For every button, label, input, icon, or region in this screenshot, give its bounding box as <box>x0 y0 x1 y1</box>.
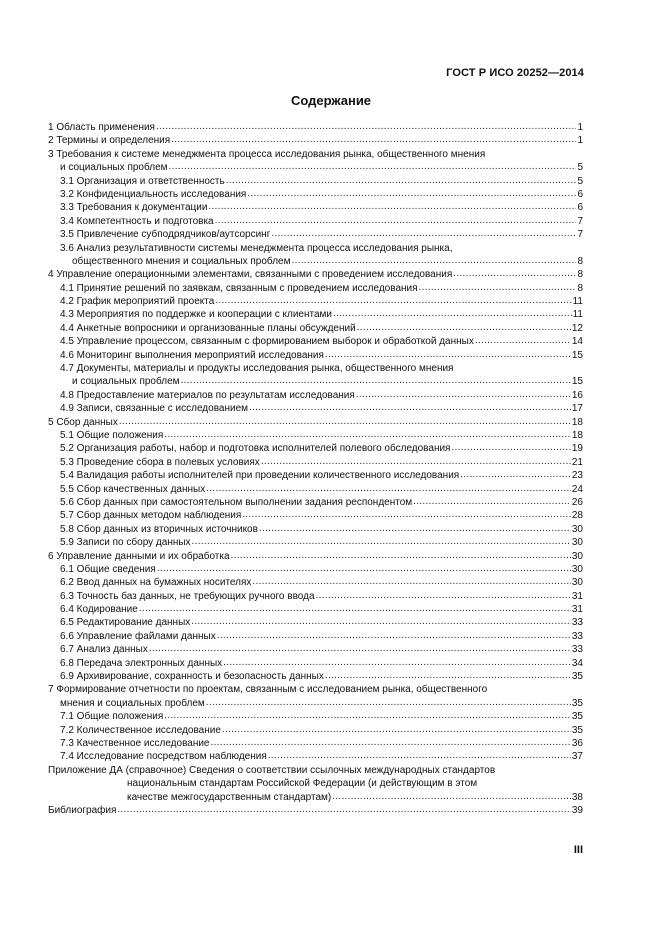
toc-entry-5-1[interactable]: 5.1 Общие положения ..... 18 <box>48 429 583 442</box>
dot-leader <box>325 348 571 361</box>
dot-leader <box>139 602 571 615</box>
toc-page-number: 33 <box>571 617 583 629</box>
toc-page-number: 5 <box>577 162 583 174</box>
toc-entry-3[interactable]: и социальных проблем ..... 5 <box>48 161 583 174</box>
toc-page-number: 39 <box>571 804 583 816</box>
dot-leader <box>259 522 571 535</box>
toc-entry-6-1[interactable]: 6.1 Общие сведения ..... 30 <box>48 563 583 576</box>
toc-page-number: 23 <box>571 470 583 482</box>
toc-entry-5-3[interactable]: 5.3 Проведение сбора в полевых условиях ..... 21 <box>48 456 583 469</box>
dot-leader <box>149 642 571 655</box>
toc-entry-4-3[interactable]: 4.3 Мероприятия по поддержке и кооперации с клиентами ..... 11 <box>48 308 583 321</box>
toc-entry-5[interactable]: 5 Сбор данных ..... 18 <box>48 416 583 429</box>
dot-leader <box>357 321 571 334</box>
dot-leader <box>252 575 570 588</box>
toc-entry-3-5[interactable]: 3.5 Привлечение субподрядчиков/аутсорсинг ..... 7 <box>48 228 583 241</box>
toc-page-number: 16 <box>571 389 583 401</box>
toc-entry-6-4[interactable]: 6.4 Кодирование ..... 31 <box>48 603 583 616</box>
toc-page-number: 5 <box>577 175 583 187</box>
toc-entry-6-9[interactable]: 6.9 Архивирование, сохранность и безопасность данных ..... 35 <box>48 670 583 683</box>
toc-page-number: 30 <box>571 550 583 562</box>
dot-leader <box>451 441 570 454</box>
dot-leader <box>453 267 576 280</box>
toc-page-number: 6 <box>577 188 583 200</box>
toc-page-number: 1 <box>577 122 583 133</box>
toc-page-number: 28 <box>571 510 583 522</box>
toc-page-number: 8 <box>577 269 583 281</box>
dot-leader <box>242 508 571 521</box>
toc-appendix[interactable]: качестве межгосударственным стандартам) ..... 38 <box>48 791 583 804</box>
dot-leader <box>206 696 571 709</box>
dot-leader <box>222 723 571 736</box>
dot-leader <box>191 615 571 628</box>
toc-entry-4-4[interactable]: 4.4 Анкетные вопросники и организованные планы обсуждений ..... 12 <box>48 322 583 335</box>
table-of-contents <box>48 121 583 817</box>
toc-entry-1[interactable]: 1 Область применения ..... 1 <box>48 121 583 134</box>
toc-entry-7[interactable]: мнения и социальных проблем ..... 35 <box>48 697 583 710</box>
toc-entry-4-5[interactable]: 4.5 Управление процессом, связанным с формированием выборок и обработкой данных ..... 14 <box>48 335 583 348</box>
dot-leader <box>460 468 571 481</box>
dot-leader <box>181 374 571 387</box>
toc-page-number: 7 <box>577 229 583 241</box>
toc-entry-2[interactable]: 2 Термины и определения ..... 1 <box>48 134 583 147</box>
toc-page-number: 35 <box>571 671 583 683</box>
dot-leader <box>215 294 571 307</box>
toc-page-number: 21 <box>571 456 583 468</box>
toc-entry-4-7-line1[interactable]: 4.7 Документы, материалы и продукты исследования рынка, общественного мнения <box>60 363 454 375</box>
dot-leader <box>413 495 571 508</box>
toc-page-number: 30 <box>571 537 583 549</box>
toc-page-number: 33 <box>571 630 583 642</box>
toc-entry-5-4[interactable]: 5.4 Валидация работы исполнителей при проведении количественного исследования ..... 23 <box>48 469 583 482</box>
toc-page-number: 18 <box>571 429 583 441</box>
toc-entry-6[interactable]: 6 Управление данными и их обработка ..... 30 <box>48 550 583 563</box>
dot-leader <box>475 334 571 347</box>
toc-page-number: 37 <box>571 751 583 763</box>
dot-leader <box>247 187 576 200</box>
toc-page-number: 31 <box>571 604 583 616</box>
dot-leader <box>169 160 577 173</box>
dot-leader <box>261 455 571 468</box>
toc-entry-3-6-line1[interactable]: 3.6 Анализ результативности системы менеджмента процесса исследования рынка, <box>60 242 453 254</box>
toc-bibliography[interactable]: Библиография ..... 39 <box>48 804 583 817</box>
toc-entry-3-6[interactable]: общественного мнения и социальных проблем ..... 8 <box>48 255 583 268</box>
toc-page-number: 33 <box>571 644 583 656</box>
toc-page-number: 18 <box>571 416 583 428</box>
toc-entry-4[interactable]: 4 Управление операционными элементами, связанными с проведением исследования ..... 8 <box>48 268 583 281</box>
dot-leader <box>316 589 571 602</box>
toc-page-number: 19 <box>571 443 583 455</box>
toc-page-number: 6 <box>577 202 583 214</box>
toc-page-number: 11 <box>572 296 583 308</box>
dot-leader <box>268 749 571 762</box>
toc-entry-4-2[interactable]: 4.2 График мероприятий проекта ..... 11 <box>48 295 583 308</box>
toc-entry-4-6[interactable]: 4.6 Мониторинг выполнения мероприятий исследования ..... 15 <box>48 349 583 362</box>
toc-entry-6-7[interactable]: 6.7 Анализ данных ..... 33 <box>48 643 583 656</box>
toc-entry-5-7[interactable]: 5.7 Сбор данных методом наблюдения ..... 28 <box>48 509 583 522</box>
toc-entry-7-1[interactable]: 7.1 Общие положения ..... 35 <box>48 710 583 723</box>
toc-page-number: 17 <box>571 403 583 415</box>
toc-appendix-line1[interactable]: Приложение ДА (справочное) Сведения о соответствии ссылочных международных стандартов <box>48 764 496 776</box>
dot-leader <box>117 803 570 816</box>
toc-entry-5-2[interactable]: 5.2 Организация работы, набор и подготовка исполнителей полевого обследования ..... 19 <box>48 442 583 455</box>
toc-page-number: 11 <box>572 309 583 321</box>
toc-page-number: 30 <box>571 577 583 589</box>
toc-page-number: 26 <box>571 496 583 508</box>
toc-page-number: 36 <box>571 737 583 749</box>
dot-leader <box>217 629 571 642</box>
toc-page-number: 35 <box>571 724 583 736</box>
toc-page-number: 31 <box>571 590 583 602</box>
toc-entry-6-3[interactable]: 6.3 Точность баз данных, не требующих ручного ввода ..... 31 <box>48 590 583 603</box>
dot-leader <box>156 120 576 133</box>
toc-entry-5-8[interactable]: 5.8 Сбор данных из вторичных источников ..... 30 <box>48 523 583 536</box>
toc-page-number: 12 <box>571 322 583 334</box>
toc-entry-3-line1[interactable]: 3 Требования к системе менеджмента процесса исследования рынка, общественного мнения <box>48 148 486 160</box>
toc-page-number: 30 <box>571 523 583 535</box>
toc-entry-3-1[interactable]: 3.1 Организация и ответственность ..... 5 <box>48 175 583 188</box>
toc-page-number: 24 <box>571 483 583 495</box>
dot-leader <box>192 535 571 548</box>
toc-entry-4-8[interactable]: 4.8 Предоставление материалов по результатам исследования ..... 16 <box>48 389 583 402</box>
dot-leader <box>332 790 571 803</box>
dot-leader <box>419 281 577 294</box>
toc-entry-6-5[interactable]: 6.5 Редактирование данных ..... 33 <box>48 616 583 629</box>
dot-leader <box>291 254 576 267</box>
dot-leader <box>249 401 571 414</box>
dot-leader <box>208 200 576 213</box>
page-title: Содержание <box>290 93 372 108</box>
dot-leader <box>171 133 576 146</box>
toc-page-number: 8 <box>577 282 583 294</box>
toc-page-number: 7 <box>577 215 583 227</box>
toc-entry-5-9[interactable]: 5.9 Записи по сбору данных ..... 30 <box>48 536 583 549</box>
toc-entry-7-4[interactable]: 7.4 Исследование посредством наблюдения ..... 37 <box>48 750 583 763</box>
dot-leader <box>164 428 571 441</box>
toc-entry-7-2[interactable]: 7.2 Количественное исследование ..... 35 <box>48 724 583 737</box>
toc-appendix-line2[interactable]: национальным стандартам Российской Федерации (и действующим в этом <box>127 778 478 790</box>
toc-entry-4-1[interactable]: 4.1 Принятие решений по заявкам, связанным с проведением исследования ..... 8 <box>48 282 583 295</box>
toc-entry-3-3[interactable]: 3.3 Требования к документации ..... 6 <box>48 201 583 214</box>
dot-leader <box>215 214 577 227</box>
toc-page-number: 35 <box>571 711 583 723</box>
dot-leader <box>164 709 571 722</box>
dot-leader <box>211 736 571 749</box>
dot-leader <box>226 174 577 187</box>
toc-entry-7-3[interactable]: 7.3 Качественное исследование ..... 36 <box>48 737 583 750</box>
dot-leader <box>333 307 572 320</box>
dot-leader <box>325 669 571 682</box>
toc-entry-4-9[interactable]: 4.9 Записи, связанные с исследованием ..... 17 <box>48 402 583 415</box>
toc-page-number: 30 <box>571 563 583 575</box>
dot-leader <box>231 549 571 562</box>
dot-leader <box>223 656 571 669</box>
toc-entry-5-5[interactable]: 5.5 Сбор качественных данных ..... 24 <box>48 483 583 496</box>
page-number: III <box>573 844 583 856</box>
dot-leader <box>157 562 571 575</box>
dot-leader <box>356 388 571 401</box>
toc-page-number: 14 <box>571 336 583 348</box>
toc-entry-6-8[interactable]: 6.8 Передача электронных данных ..... 34 <box>48 657 583 670</box>
toc-page-number: 35 <box>571 697 583 709</box>
dot-leader <box>119 415 571 428</box>
toc-entry-6-2[interactable]: 6.2 Ввод данных на бумажных носителях ..... 30 <box>48 576 583 589</box>
dot-leader <box>271 227 576 240</box>
toc-page-number: 15 <box>571 349 583 361</box>
toc-entry-3-4[interactable]: 3.4 Компетентность и подготовка ..... 7 <box>48 215 583 228</box>
toc-page-number: 34 <box>571 657 583 669</box>
standard-header: ГОСТ Р ИСО 20252—2014 <box>446 67 584 79</box>
dot-leader <box>206 482 571 495</box>
toc-entry-3-2[interactable]: 3.2 Конфиденциальность исследования ..... 6 <box>48 188 583 201</box>
toc-page-number: 1 <box>577 135 583 147</box>
toc-entry-5-6[interactable]: 5.6 Сбор данных при самостоятельном выполнении задания респондентом ..... 26 <box>48 496 583 509</box>
toc-page-number: 38 <box>571 791 583 803</box>
toc-entry-4-7[interactable]: и социальных проблем ..... 15 <box>48 375 583 388</box>
toc-entry-7-line1[interactable]: 7 Формирование отчетности по проектам, связанным с исследованием рынка, общественного <box>48 684 488 696</box>
toc-page-number: 8 <box>577 255 583 267</box>
toc-page-number: 15 <box>571 376 583 388</box>
toc-entry-6-6[interactable]: 6.6 Управление файлами данных ..... 33 <box>48 630 583 643</box>
